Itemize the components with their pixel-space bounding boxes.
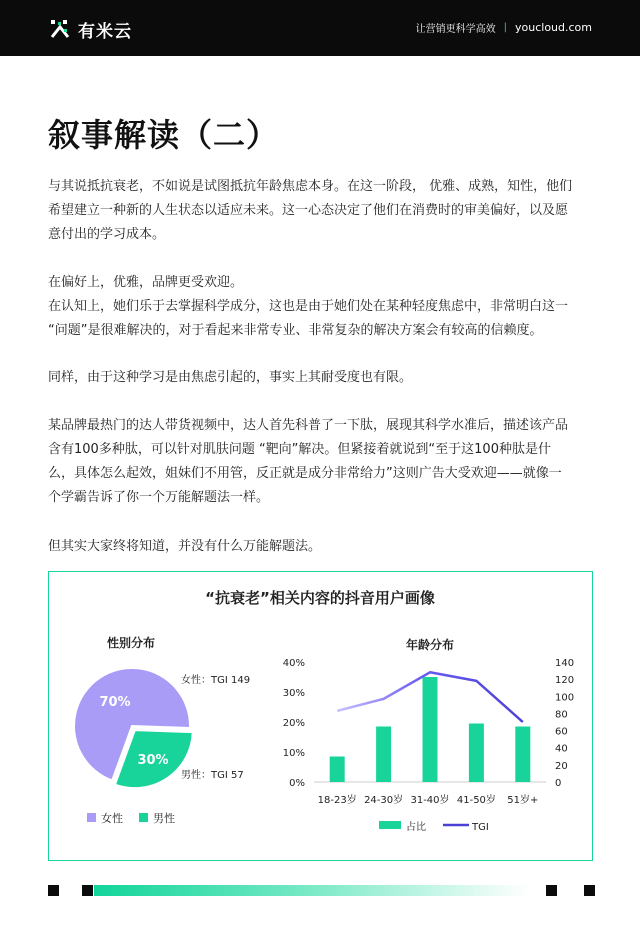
y-right-tick: 80	[555, 709, 568, 721]
bar-subtitle: 年龄分布	[405, 638, 455, 652]
y-right-tick: 0	[555, 778, 562, 789]
paragraph-line: “问题”是很难解决的，对于看起来非常专业、非常复杂的解决方案会有较高的信赖度。	[48, 323, 543, 338]
bar-51岁+[interactable]	[515, 727, 530, 783]
footer-square-right	[546, 885, 557, 896]
footer-square-right-2	[584, 885, 595, 896]
bar-legend-label: 占比	[406, 822, 426, 833]
pie-label-male: 30%	[137, 753, 169, 768]
paragraph	[48, 175, 593, 247]
pie-annotation-female: 女性：TGI 149	[181, 675, 251, 686]
x-tick-label: 41-50岁	[456, 795, 496, 806]
slogan-divider: |	[503, 22, 507, 33]
paragraph-line: 在偏好上，优雅，品牌更受欢迎。	[48, 275, 244, 290]
x-tick-label: 18-23岁	[317, 795, 357, 806]
pie-legend-label: 女性	[101, 812, 123, 825]
y-left-tick: 0%	[289, 778, 305, 789]
x-tick-label: 31-40岁	[410, 795, 450, 806]
y-right-tick: 20	[555, 760, 568, 772]
paragraph-line: 含有100多种肽，可以针对肌肤问题 “靶向”解决。但紧接着就说到“至于这100种肽是什	[48, 442, 551, 457]
paragraph-line: 么，具体怎么起效，姐妹们不用管，反正就是成分非常给力”这则广告大受欢迎——就像一	[48, 466, 562, 481]
pie-annotation-male: 男性：TGI 57	[181, 770, 244, 781]
paragraph-line: 但其实大家终将知道，并没有什么万能解题法。	[48, 539, 322, 554]
pie-subtitle: 性别分布	[106, 636, 156, 650]
paragraph	[48, 271, 593, 343]
paragraph	[48, 366, 593, 390]
site-url[interactable]: youcloud.com	[515, 21, 592, 34]
paragraph	[48, 414, 593, 510]
pie-legend-swatch	[139, 813, 148, 822]
y-left-tick: 40%	[282, 658, 305, 669]
x-tick-label: 51岁+	[507, 795, 539, 806]
logo-icon	[48, 17, 72, 41]
pie-legend-label: 男性	[153, 812, 175, 825]
paragraph-line: 意付出的学习成本。	[48, 227, 166, 242]
paragraph-line: 同样，由于这种学习是由焦虑引起的，事实上其耐受度也有限。	[48, 370, 413, 385]
bar-legend-swatch	[379, 821, 401, 829]
paragraph-line: 某品牌最热门的达人带货视频中，达人首先科普了一下肽，展现其科学水准后，描述该产品	[48, 418, 569, 433]
header-slogan	[416, 20, 592, 35]
brand-logo[interactable]	[48, 17, 132, 41]
y-right-tick: 100	[555, 692, 575, 704]
x-tick-label: 24-30岁	[364, 795, 404, 806]
paragraph-line: 在认知上，她们乐于去掌握科学成分，这也是由于她们处在某种轻度焦虑中，非常明白这一	[48, 299, 569, 314]
brand-name: 有米云	[78, 21, 132, 42]
bar-41-50岁[interactable]	[469, 724, 484, 783]
bar-31-40岁[interactable]	[423, 677, 438, 782]
y-right-tick: 140	[555, 658, 575, 669]
paragraph-line: 与其说抵抗衰老，不如说是试图抵抗年龄焦虑本身。在这一阶段， 优雅、成熟，知性，他们	[48, 179, 573, 194]
y-left-tick: 20%	[282, 718, 305, 729]
y-left-tick: 10%	[282, 748, 305, 759]
line-legend-label: TGI	[472, 822, 489, 833]
paragraph-line: 希望建立一种新的人生状态以适应未来。这一心态决定了他们在消费时的审美偏好，以及愿	[48, 203, 569, 218]
y-right-tick: 60	[555, 726, 568, 738]
y-right-tick: 120	[555, 675, 575, 687]
paragraph-line: 个学霸告诉了你一个万能解题法一样。	[48, 490, 270, 505]
slogan-text: 让营销更科学高效	[415, 24, 496, 35]
footer-gradient-bar	[94, 885, 530, 896]
pie-legend-swatch	[87, 813, 96, 822]
footer-square-left	[48, 885, 59, 896]
paragraph	[48, 535, 593, 559]
chart-svg	[49, 572, 591, 859]
bar-18-23岁[interactable]	[330, 757, 345, 783]
footer-square-left-2	[82, 885, 93, 896]
chart-title: “抗衰老”相关内容的抖音用户画像	[205, 589, 435, 607]
page-title: 叙事解读（二）	[48, 116, 280, 154]
bar-24-30岁[interactable]	[376, 727, 391, 783]
chart-panel	[48, 571, 593, 861]
y-right-tick: 40	[555, 743, 568, 755]
y-left-tick: 30%	[282, 688, 305, 699]
page-header	[0, 0, 640, 56]
pie-label-female: 70%	[99, 695, 131, 710]
